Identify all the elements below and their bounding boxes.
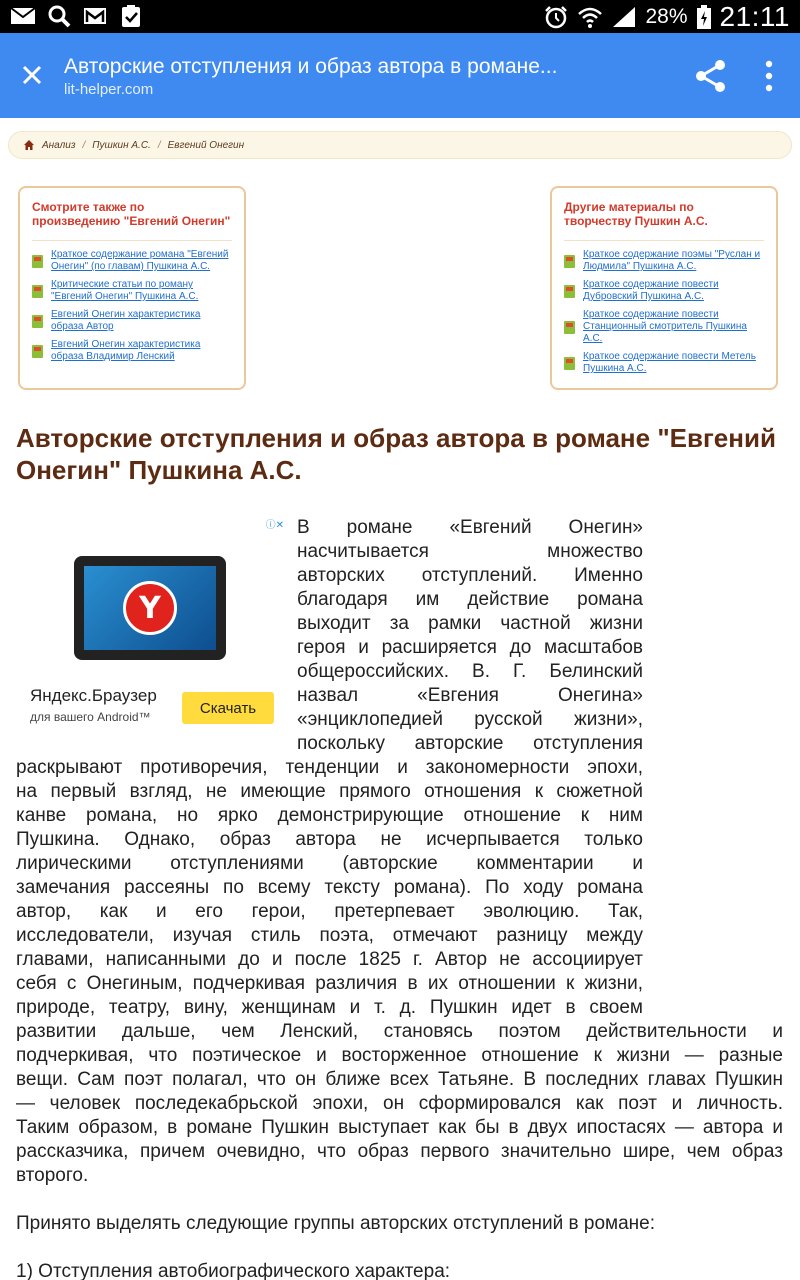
app-bar bbox=[0, 33, 800, 118]
page-domain: lit-helper.com bbox=[64, 81, 154, 98]
article-line: рассказчика, причем очевидно, что образ первого значительно шире, чем образ bbox=[16, 1141, 783, 1162]
list-item bbox=[564, 249, 764, 273]
more-options-icon[interactable] bbox=[756, 57, 782, 95]
article-line: канве романа, но ярко демонстрирующие отношение к ним bbox=[16, 805, 643, 826]
status-bar bbox=[0, 0, 800, 33]
article-line: главами, написанными до и после 1825 г. Автор не ассоциирует bbox=[16, 949, 643, 970]
tablet-image bbox=[74, 556, 226, 660]
article-list-item: 1) Отступления автобиографического характера: bbox=[16, 1261, 451, 1280]
see-also-link[interactable]: Краткое содержание повести Метель Пушкина А.С. bbox=[583, 351, 756, 374]
article-line: поскольку авторские отступления bbox=[297, 733, 643, 754]
article-line: авторских отступлений. Именно bbox=[297, 565, 643, 586]
article-line: Пушкина. Однако, образ автора не исчерпывается только bbox=[16, 829, 643, 850]
book-icon bbox=[32, 285, 43, 298]
ad-brand: Яндекс.Браузер bbox=[30, 686, 157, 705]
see-also-heading: Смотрите также по произведению "Евгений Онегин" bbox=[32, 200, 232, 241]
article-line: Таким образом, в романе Пушкин выступает как бы в двух ипостасях — автора и bbox=[16, 1117, 783, 1138]
list-item bbox=[564, 351, 764, 375]
battery-percent: 28% bbox=[645, 4, 688, 28]
book-icon bbox=[564, 285, 575, 298]
article-line: развитии дальше, чем Ленский, становясь поэтом действительности и bbox=[16, 1021, 783, 1042]
close-icon[interactable] bbox=[14, 57, 50, 93]
see-also-link[interactable]: Критические статьи по роману "Евгений Онегин" Пушкина А.С. bbox=[51, 279, 199, 302]
article-line: назвал «Евгения Онегина» bbox=[297, 685, 643, 706]
alarm-icon bbox=[543, 5, 569, 29]
article-line: В романе «Евгений Онегин» bbox=[297, 517, 643, 538]
share-icon[interactable] bbox=[692, 57, 730, 95]
article-line: природе, театру, вину, женщинам и т. д. Пушкин идет в своем bbox=[16, 997, 643, 1018]
article-line: общероссийских. В. Г. Белинский bbox=[297, 661, 643, 682]
article-line: исследователи, изучая стиль поэта, отмечают разницу между bbox=[16, 925, 643, 946]
mail-icon bbox=[10, 4, 36, 28]
clipboard-check-icon bbox=[118, 4, 144, 28]
see-also-link[interactable]: Краткое содержание романа "Евгений Онегин" (по главам) Пушкина А.С. bbox=[51, 249, 229, 272]
article-line: замечания рассеяны по всему тексту романа). По ходу романа bbox=[16, 877, 643, 898]
list-item bbox=[32, 279, 232, 303]
book-icon bbox=[564, 357, 575, 370]
article-line: лирическими отступлениями (авторские комментарии и bbox=[16, 853, 643, 874]
list-item bbox=[564, 279, 764, 303]
list-item bbox=[32, 339, 232, 363]
signal-icon bbox=[611, 5, 637, 29]
clock: 21:11 bbox=[719, 0, 790, 32]
breadcrumb-item-analysis[interactable]: Анализ bbox=[42, 139, 76, 151]
article-line: вещи. Сам поэт полагал, что он ближе всех Татьяне. В последних главах Пушкин bbox=[16, 1069, 783, 1090]
book-icon bbox=[32, 255, 43, 268]
yandex-logo: Y bbox=[123, 581, 177, 635]
wifi-icon bbox=[577, 5, 603, 29]
article-last-line: второго. bbox=[16, 1165, 89, 1186]
article-line: — человек последекабрьской эпохи, он сформировался как поэт и личность. bbox=[16, 1093, 783, 1114]
ad-banner[interactable] bbox=[20, 514, 286, 736]
article-line: автор, как и его герои, претерпевает эволюцию. Так, bbox=[16, 901, 643, 922]
article-line: «энциклопедией русской жизни», bbox=[297, 709, 643, 730]
see-also-box-left bbox=[18, 186, 246, 390]
article-line: раскрывают противоречия, тенденции и закономерности эпохи, bbox=[16, 757, 643, 778]
breadcrumb-separator: / bbox=[82, 139, 86, 151]
ad-subtitle: для вашего Android™ bbox=[30, 710, 151, 724]
book-icon bbox=[32, 345, 43, 358]
article-line: на первый взгляд, не имеющие прямого отношения к сюжетной bbox=[16, 781, 643, 802]
battery-charging-icon bbox=[696, 5, 712, 29]
article-paragraph: Принято выделять следующие группы авторских отступлений в романе: bbox=[16, 1213, 655, 1234]
see-also-link[interactable]: Евгений Онегин характеристика образа Автор bbox=[51, 309, 201, 332]
book-icon bbox=[32, 315, 43, 328]
article-line: героя и расширяется до масштабов bbox=[297, 637, 643, 658]
list-item bbox=[564, 309, 764, 345]
breadcrumb-item-author[interactable]: Пушкин А.С. bbox=[92, 139, 151, 151]
see-also-heading: Другие материалы по творчеству Пушкин А.С. bbox=[564, 200, 764, 241]
see-also-link[interactable]: Краткое содержание повести Дубровский Пушкина А.С. bbox=[583, 279, 719, 302]
article-line: выходит за рамки частной жизни bbox=[297, 613, 643, 634]
home-icon[interactable] bbox=[23, 139, 35, 151]
gmail-icon bbox=[82, 4, 108, 28]
page-title: Авторские отступления и образ автора в романе... bbox=[64, 55, 558, 78]
see-also-link[interactable]: Краткое содержание поэмы "Руслан и Людмила" Пушкина А.С. bbox=[583, 249, 761, 272]
download-button[interactable]: Скачать bbox=[182, 692, 274, 724]
breadcrumb-item-work[interactable]: Евгений Онегин bbox=[167, 139, 245, 151]
book-icon bbox=[564, 255, 575, 268]
search-icon bbox=[46, 4, 72, 28]
see-also-box-right bbox=[550, 186, 778, 390]
article-line: себя с Онегиным, подчеркивая различия в их отношении к жизни, bbox=[16, 973, 643, 994]
article-title: Авторские отступления и образ автора в романе "Евгений Онегин" Пушкина А.С. bbox=[16, 423, 776, 485]
see-also-link[interactable]: Евгений Онегин характеристика образа Владимир Ленский bbox=[51, 339, 201, 362]
breadcrumb bbox=[8, 131, 792, 159]
article-line: насчитывается множество bbox=[297, 541, 643, 562]
article-line: благодаря им действие романа bbox=[297, 589, 643, 610]
book-icon bbox=[564, 321, 575, 334]
see-also-link[interactable]: Краткое содержание повести Станционный смотритель Пушкина А.С. bbox=[583, 309, 747, 344]
list-item bbox=[32, 309, 232, 333]
ad-close-icon[interactable]: ⓘ✕ bbox=[265, 520, 284, 531]
article-line: подчеркивая, что поэтическое и восторженное отношение к жизни — разные bbox=[16, 1045, 783, 1066]
breadcrumb-separator: / bbox=[157, 139, 161, 151]
list-item bbox=[32, 249, 232, 273]
